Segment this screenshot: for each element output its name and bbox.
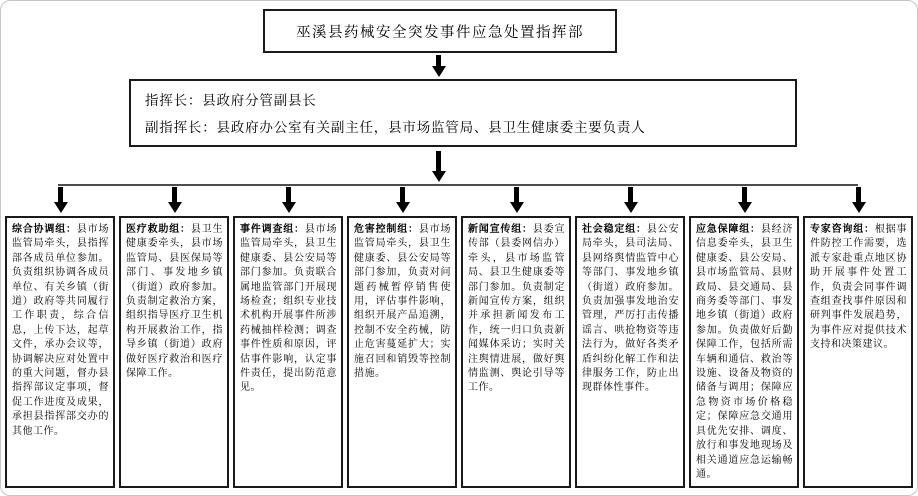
arrow-down-icon [436,151,441,172]
group-box-medical-rescue [119,216,229,488]
group-description: 县卫生健康委牵头，县市场监管局、县医保局等部门、事发地乡镇（街道）政府参加。负责制定救治方案，组织指导医疗卫生机构开展救治工作，指导乡镇（街道）政府做好医疗救治和医疗保障工作。 [126,224,223,380]
commander-box [129,79,797,147]
group-box-social-stability [575,216,685,488]
group-box-hazard-control [347,216,457,488]
arrow-down-icon [514,187,519,203]
group-description: 县委宣传部（县委网信办）牵头，县市场监管局、县卫生健康委等部门参加。负责制定新闻宣传方案，组织并承担新闻发布工作，统一归口负责新闻媒体采访；实时关注舆情进展，做好舆情监测、舆论引导等工作。 [468,224,565,394]
arrow-down-icon [436,55,441,67]
group-description: 县市场监管局牵头，县卫生健康委、县公安局等部门参加，负责对问题药械暂停销售使用，评估事件影响，组织开展产品追溯，控制不安全药械，防止危害蔓延扩大；实施召回和销毁等控制措施。 [354,224,451,380]
connector-line [58,184,858,186]
group-box-news-publicity [461,216,571,488]
headquarters-title: 巫溪县药械安全突发事件应急处置指挥部 [296,24,584,41]
arrow-down-icon [58,187,63,203]
group-box-incident-investigation [233,216,343,488]
arrow-down-icon [172,187,177,203]
group-box-comprehensive-coordination [5,216,115,488]
group-name: 危害控制组： [354,224,419,235]
arrow-down-icon [400,187,405,203]
group-description: 根据事件防控工作需要，选派专家赴重点地区协助开展事件处置工作，负责会同事件调查组查找事件原因和研判事件发展趋势，为事件应对提供技术支持和决策建议。 [810,224,907,351]
headquarters-box [263,9,617,53]
deputy-commander-line: 副指挥长：县政府办公室有关副主任，县市场监管局、县卫生健康委主要负责人 [145,120,646,135]
arrow-down-icon [628,187,633,203]
arrow-down-icon [856,187,861,203]
group-name: 专家咨询组： [810,224,875,235]
arrow-down-icon [286,187,291,203]
group-name: 社会稳定组： [582,224,647,235]
group-description: 县公安局牵头，县司法局、县网络舆情监管中心等部门、事发地乡镇（街道）政府参加。负责加强事发地治安管理，严厉打击传播谣言、哄抢物资等违法行为，做好各类矛盾纠纷化解工作和法律服务工作，防止出现群体性事件。 [582,224,679,394]
group-name: 综合协调组： [12,224,77,235]
group-box-emergency-support [689,216,799,488]
arrow-down-icon [742,187,747,203]
group-name: 应急保障组： [696,224,761,235]
group-name: 新闻宣传组： [468,224,533,235]
commander-line: 指挥长：县政府分管副县长 [145,93,317,108]
group-box-expert-consultation [803,216,913,488]
group-name: 事件调查组： [240,224,305,235]
group-description: 县市场监管局牵头，县指挥部各成员单位参加。负责组织协调各成员单位、有关乡镇（街道）政府等共同履行工作职责，综合信息，上传下达，起草文件，承办会议等，协调解决应对处置中的重大问题，督办县指挥部议定事项，督促工作进度及成果，承担县指挥部交办的其他工作。 [12,224,109,437]
group-description: 县市场监管局牵头，县卫生健康委、县公安局等部门参加。负责联合属地监管部门开展现场检查；组织专业技术机构开展事件所涉药械抽样检测；调查事件性质和原因，评估事件影响，认定事件责任，提出防范意见。 [240,224,337,394]
group-name: 医疗救助组： [126,224,191,235]
group-description: 县经济信息委牵头，县卫生健康委、县公安局、县市场监管局、县财政局、县交通局、县商务委等部门、事发地乡镇（街道）政府参加。负责做好后勤保障工作，包括所需车辆和通信、救治等设施、设备及物资的储备与调用；保障应急物资市场价格稳定；保障应急交通用具优先安排、调度、放行和事发地现场及相关通道应急运输畅通。 [696,224,793,480]
